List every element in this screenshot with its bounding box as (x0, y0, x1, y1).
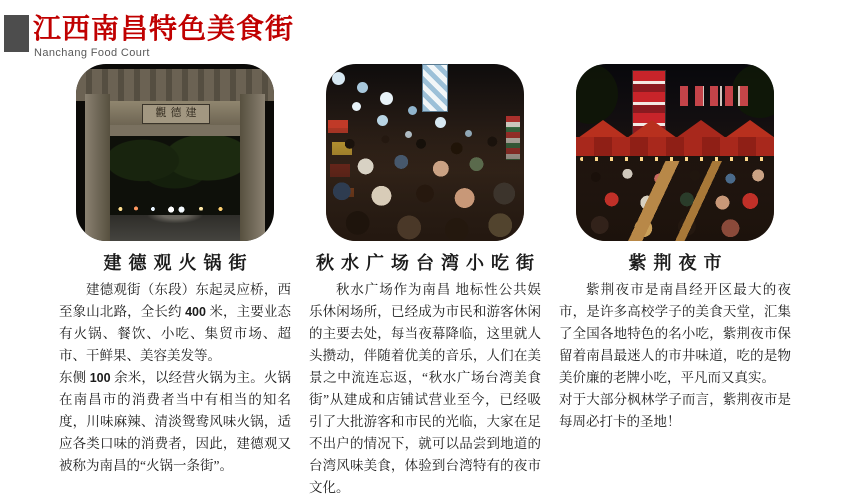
title-group (33, 13, 294, 59)
column-zijing-night-market (559, 64, 791, 478)
crowd (326, 128, 524, 241)
column-qiushui-taiwan-snack-street (309, 64, 541, 495)
photo-qiushui-square-street (326, 64, 524, 241)
photo-jiandeguan-archway (76, 64, 274, 241)
content-columns (0, 64, 850, 495)
photo-zijing-night-market (576, 64, 774, 241)
road (110, 215, 240, 241)
column-heading: 建德观火锅街 (103, 253, 254, 273)
neon-signs-distant (680, 86, 752, 106)
archway-pillar-right (240, 94, 265, 241)
lantern-string (332, 72, 345, 85)
crowd-and-tables (576, 161, 774, 241)
paragraph: 秋水广场作为南昌 地标性公共娱乐休闲场所，已经成为市民和游客休闲的主要去处，每当夜幕降临，这里就人头攒动，伴随着优美的音乐，人们在美景之中流连忘返，“秋水广场台湾美食街”从建成和店铺试营业至今，已经吸引了大批游客和市民的光临，大家在足不出户的情况下，就可以品尝到地道的台湾风味美食，体验到台湾特有的夜市文化。 (309, 282, 541, 495)
tent-peak (676, 120, 726, 138)
vertical-banner (422, 64, 448, 112)
paragraph: 建德观街（东段）东起灵应桥，西至象山北路，全长约 400 米，主要业态有火锅、餐饮、小吃、集贸市场、超市、干鲜果、美容美发等。 (59, 282, 292, 363)
column-heading: 秋水广场台湾小吃街 (316, 253, 541, 273)
archway-lower-beam (92, 125, 258, 136)
page-subtitle: Nanchang Food Court (34, 47, 150, 59)
tent-peak (578, 120, 628, 138)
archway-plaque: 觀德建 (142, 104, 210, 124)
paragraph: 对于大部分枫林学子而言，紫荆夜市是每周必打卡的圣地！ (559, 392, 791, 429)
paragraph: 紫荆夜市是南昌经开区最大的夜市，是许多高校学子的美食天堂，汇集了全国各地特色的名小吃，紫荆夜市保留着南昌最迷人的市井味道，吃的是物美价廉的老牌小吃，平凡而又真实。 (559, 282, 791, 385)
header (0, 13, 850, 65)
tree-silhouettes (110, 136, 240, 197)
street-scene (110, 136, 240, 241)
tree-silhouette-left (576, 64, 618, 124)
street-lights (110, 203, 240, 215)
column-jiandeguan-hotpot-street (59, 64, 291, 478)
archway-pillar-left (85, 94, 110, 241)
column-heading: 紫荆夜市 (628, 253, 729, 273)
tent-peak (627, 120, 677, 138)
title-accent-block (4, 15, 29, 52)
paragraph: 东侧 100 余米，以经营火锅为主。火锅在南昌市的消费者当中有相当的知名度，川味麻辣、清淡鸳鸯风味火锅，适应各类口味的消费者，因此，建德观又被称为南昌的“火锅一条街”。 (59, 370, 292, 473)
tent-canopy-band (576, 137, 774, 156)
page-title: 江西南昌特色美食街 (33, 13, 295, 44)
tent-peak (725, 120, 774, 138)
